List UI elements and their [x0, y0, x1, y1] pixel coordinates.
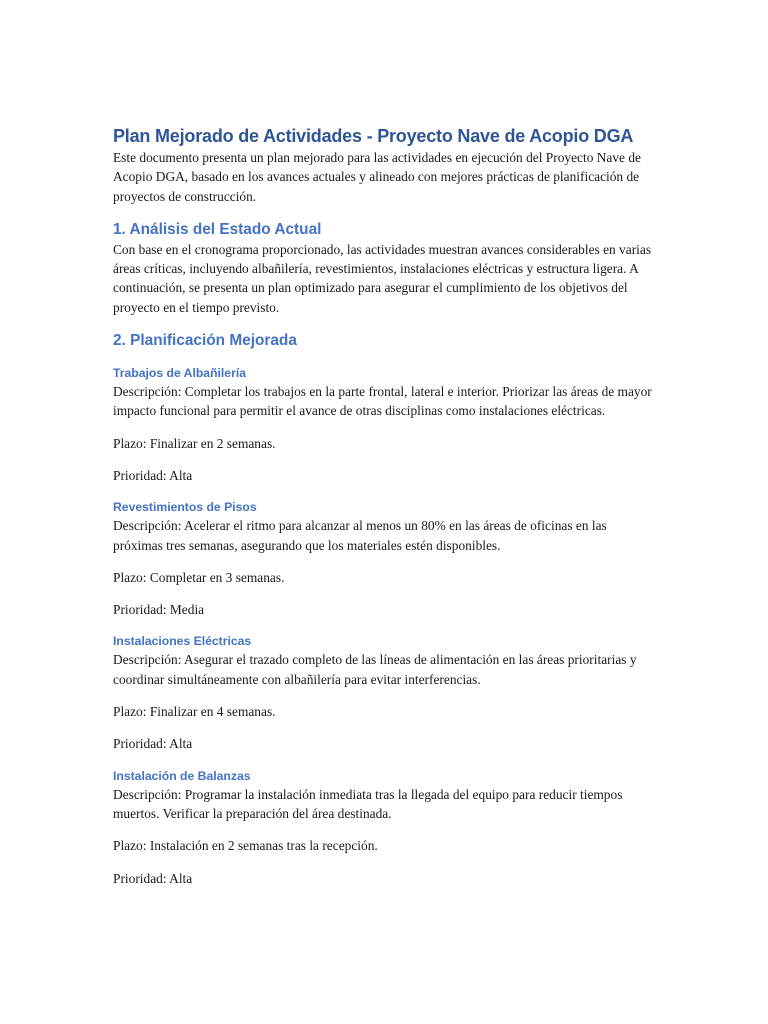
subsection-priority: Prioridad: Alta — [113, 467, 193, 483]
subsection-priority: Prioridad: Alta — [113, 736, 193, 752]
subsection-heading-balanzas: Instalación de Balanzas — [113, 768, 251, 783]
subsection-priority: Prioridad: Alta — [113, 870, 193, 886]
subsection-description: Descripción: Completar los trabajos en la parte frontal, lateral e interior. Priorizar las áreas de mayor impacto funcional para permitir el avance de otras disciplinas como instalaciones eléctricas. — [113, 384, 652, 419]
subsection-deadline: Plazo: Completar en 3 semanas. — [113, 569, 285, 585]
subsection-heading-albanileria: Trabajos de Albañilería — [113, 366, 246, 381]
subsection-deadline: Plazo: Finalizar en 2 semanas. — [113, 435, 276, 451]
section-1-paragraph: Con base en el cronograma proporcionado, las actividades muestran avances considerables en varias áreas críticas, incluyendo albañilería, revestimientos, instalaciones eléctricas y estructura ligera. A continuación, se presenta un plan optimizado para asegurar el cumplimiento de los objetivos del proyecto en el tiempo previsto. — [113, 241, 652, 315]
document-title: Plan Mejorado de Actividades - Proyecto Nave de Acopio DGA — [113, 126, 634, 146]
document-page — [113, 124, 658, 888]
subsection-deadline: Plazo: Instalación en 2 semanas tras la recepción. — [113, 838, 378, 854]
subsection-priority: Prioridad: Media — [113, 602, 205, 618]
subsection-description: Descripción: Programar la instalación inmediata tras la llegada del equipo para reducir tiempos muertos. Verificar la preparación del área destinada. — [113, 786, 623, 821]
subsection-heading-revestimientos: Revestimientos de Pisos — [113, 500, 257, 515]
section-2-heading: 2. Planificación Mejorada — [113, 332, 297, 350]
subsection-heading-instalaciones-electricas: Instalaciones Eléctricas — [113, 634, 252, 649]
subsection-description: Descripción: Asegurar el trazado completo de las líneas de alimentación en las áreas prioritarias y coordinar simultáneamente con albañilería para evitar interferencias. — [113, 652, 637, 687]
subsection-description: Descripción: Acelerar el ritmo para alcanzar al menos un 80% en las áreas de oficinas en las próximas tres semanas, asegurando que los materiales estén disponibles. — [113, 518, 607, 553]
section-1-heading: 1. Análisis del Estado Actual — [113, 220, 322, 238]
subsection-deadline: Plazo: Finalizar en 4 semanas. — [113, 704, 276, 720]
intro-paragraph: Este documento presenta un plan mejorado para las actividades en ejecución del Proyecto Nave de Acopio DGA, basado en los avances actuales y alineado con mejores prácticas de planificación de proyectos de construcción. — [113, 150, 641, 204]
